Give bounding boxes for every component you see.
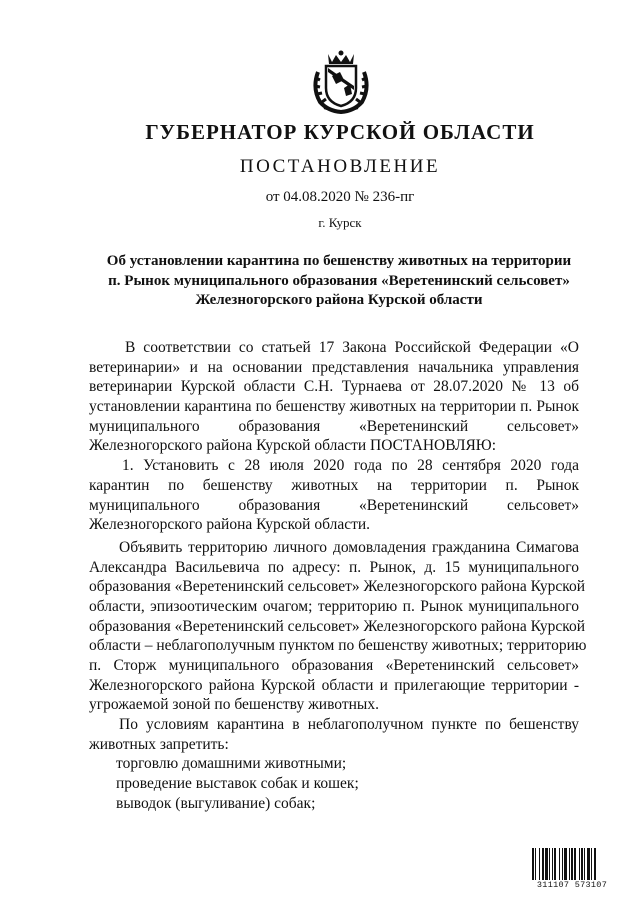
paragraph-preamble bbox=[89, 338, 579, 456]
barcode-bar bbox=[552, 848, 553, 880]
barcode-bar bbox=[571, 848, 573, 880]
paragraph-outbreak bbox=[89, 538, 587, 715]
barcode-bar bbox=[545, 848, 548, 880]
document-body bbox=[89, 338, 587, 814]
barcode-bar bbox=[581, 848, 583, 880]
barcode-bar bbox=[542, 848, 544, 880]
barcode-bar bbox=[564, 848, 567, 880]
barcode-bar bbox=[562, 848, 563, 880]
body-line: Объявить территорию личного домовладения гражданина Симагова bbox=[119, 538, 579, 556]
body-line: п. Сторж муниципального образования «Веретенинский сельсовет» bbox=[89, 657, 579, 674]
barcode-bar bbox=[594, 848, 596, 880]
coat-of-arms-icon bbox=[308, 48, 374, 114]
barcode-bar bbox=[569, 848, 570, 880]
subject-line: Железногорского района Курской области bbox=[195, 292, 483, 308]
barcode-bar bbox=[535, 848, 536, 880]
body-line: животных запретить: bbox=[89, 735, 229, 753]
body-line: В соответствии со статьей 17 Закона Российской Федерации «О bbox=[125, 339, 579, 356]
body-line: муниципального образования «Веретенинский сельсовет» bbox=[89, 496, 579, 514]
barcode-bar bbox=[532, 848, 534, 880]
issuer-title: ГУБЕРНАТОР КУРСКОЙ ОБЛАСТИ bbox=[145, 120, 535, 144]
list-item: выводок (выгуливание) собак; bbox=[116, 794, 316, 812]
body-line: области, эпизоотическим очагом; территорию п. Рынок муниципального bbox=[89, 597, 579, 615]
body-line: карантин по бешенству животных на территории п. Рынок bbox=[89, 476, 579, 494]
barcode-bar bbox=[591, 848, 592, 880]
list-item: проведение выставок собак и кошек; bbox=[116, 775, 359, 793]
restriction-list bbox=[89, 754, 579, 813]
barcode-bar bbox=[549, 848, 550, 880]
body-line: ветеринарии» и на основании представления начальника управления bbox=[89, 358, 579, 376]
document-type: ПОСТАНОВЛЕНИЕ bbox=[239, 156, 441, 177]
paragraph-restrictions bbox=[89, 715, 579, 754]
barcode-bar bbox=[587, 848, 590, 880]
barcode-bar bbox=[584, 848, 585, 880]
list-item: торговлю домашними животными; bbox=[116, 755, 347, 773]
paragraph-item-1 bbox=[89, 456, 579, 535]
body-line: образования «Веретенинский сельсовет» Железногорского района Курской bbox=[89, 578, 585, 596]
body-line: области – неблагополучным пунктом по бешенству животных; территорию bbox=[89, 637, 587, 655]
body-line: По условиям карантина в неблагополучном пункте по бешенству bbox=[119, 716, 579, 734]
document-place: г. Курск bbox=[318, 215, 362, 230]
body-line: установлении карантина по бешенству животных на территории п. Рынок bbox=[89, 398, 579, 416]
document-date-number: от 04.08.2020 № 236-пг bbox=[265, 189, 415, 205]
body-line: 1. Установить с 28 июля 2020 года по 28 сентября 2020 года bbox=[122, 457, 579, 475]
body-line: Александра Васильевича по адресу: п. Рынок, д. 15 муниципального bbox=[89, 558, 579, 576]
barcode-number: 311107 573107 bbox=[531, 880, 613, 890]
body-line: образования «Веретенинский сельсовет» Железногорского района Курской bbox=[89, 617, 585, 635]
document-subject bbox=[84, 252, 594, 311]
barcode-bar bbox=[574, 848, 576, 880]
body-line: Железногорского района Курской области и прилегающие территории - bbox=[89, 676, 579, 694]
body-line: ветеринарии Курской области С.Н. Турнаева от 28.07.2020 № 13 об bbox=[89, 378, 579, 396]
subject-line: Об установлении карантина по бешенству животных на территории bbox=[106, 253, 572, 269]
body-line: угрожаемой зоной по бешенству животных. bbox=[89, 696, 379, 714]
body-line: муниципального образования «Веретенинский сельсовет» bbox=[89, 417, 579, 435]
body-line: Железногорского района Курской области ПОСТАНОВЛЯЮ: bbox=[89, 437, 497, 455]
barcode-bar bbox=[579, 848, 580, 880]
barcode-bar bbox=[559, 848, 560, 880]
body-line: Железногорского района Курской области. bbox=[89, 516, 371, 534]
barcode-bar bbox=[554, 848, 556, 880]
barcode-bar bbox=[539, 848, 540, 880]
subject-line: п. Рынок муниципального образования «Веретенинский сельсовет» bbox=[108, 272, 570, 289]
